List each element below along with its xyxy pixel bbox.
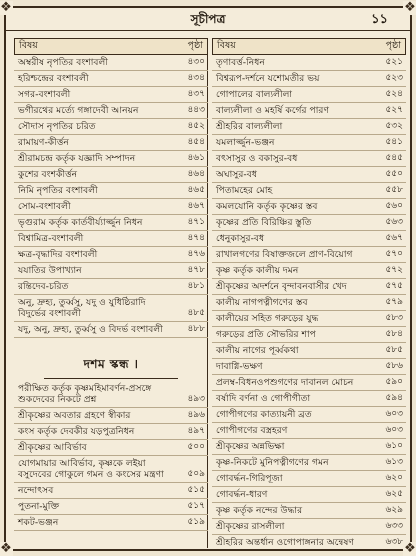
toc-entry <box>212 471 406 487</box>
entry-title: শকট-ভঞ্জন <box>18 517 59 528</box>
toc-entry <box>212 151 406 167</box>
entry-page: ৪৫৪ <box>187 137 205 147</box>
entry-title: সৌদাস নৃপতির চরিত <box>18 121 96 132</box>
toc-entry <box>212 375 406 391</box>
page-heading: পৃষ্ঠা <box>187 40 203 51</box>
entry-title: কংস কর্তৃক দেবকীর যড়পুত্রনিধন <box>18 426 135 437</box>
right-column-header <box>212 38 406 55</box>
corner-ornament-icon: ❖ <box>404 541 416 556</box>
entry-page: ৫৮৪ <box>385 329 403 339</box>
toc-entry <box>14 295 208 322</box>
entry-title: শ্রীকৃষ্ণের অন্নভিক্ষা <box>216 441 285 452</box>
section-rule <box>44 378 178 379</box>
entry-page: ৪৬৪ <box>187 169 205 179</box>
entry-page: ৫৪৫ <box>385 153 403 163</box>
entry-title: বাল্যলীলা ও মহর্ষি কর্গের পারণ <box>216 105 330 116</box>
page-title: সূচীপত্র <box>190 12 226 26</box>
right-column <box>212 38 406 548</box>
entry-page: ৫২১ <box>385 57 403 67</box>
toc-entry <box>212 199 406 215</box>
entry-title: ধেনুকাসুর-বধ <box>216 233 265 244</box>
entry-page: ৬১৩ <box>385 457 403 467</box>
entry-title: গোপীগণের বস্ত্রহরণ <box>216 425 288 436</box>
toc-entry <box>212 279 406 295</box>
entry-page: ৪৬৭ <box>187 201 205 211</box>
entry-page: ৫৯৪ <box>385 393 403 403</box>
entry-title: শ্রীকৃষ্ণের অদর্শনে বৃন্দাবনবাসীর খেদ <box>216 281 347 292</box>
corner-ornament-icon: ❖ <box>0 541 12 556</box>
toc-entry <box>212 263 406 279</box>
toc-entry <box>212 167 406 183</box>
toc-entry <box>212 455 406 471</box>
toc-entry <box>212 359 406 375</box>
entry-page: ৪৭১ <box>187 217 205 227</box>
entry-title: দাবাগ্নি-ভক্ষণ <box>216 361 263 372</box>
entry-title: কুশের বংশকীর্ত্তন <box>18 169 78 180</box>
toc-entry <box>212 295 406 311</box>
entry-page: ৫১৫ <box>187 485 205 495</box>
toc-entry <box>14 424 208 440</box>
entry-title: তৃণাবর্ত্ত-নিধন <box>216 57 265 68</box>
section-heading: দশম স্কন্ধ । <box>83 357 139 371</box>
entry-title: ভৃগুরাম কর্তৃক কার্তবীর্য্যার্জ্জুন নিধন <box>18 217 143 228</box>
toc-entry <box>212 439 406 455</box>
toc-entry <box>212 503 406 519</box>
entry-title: হরিশ্চন্দ্রের বংশাবলী <box>18 73 89 84</box>
entry-title: কৃষ্ণ কর্তৃক কালীয় দমন <box>216 265 299 276</box>
toc-entry <box>14 135 208 151</box>
toc-entry <box>14 279 208 295</box>
entry-title: গোবর্দ্ধন-ধারণ <box>216 489 268 500</box>
entry-title: বৎসাসুর ও বকাসুর-বধ <box>216 153 298 164</box>
entry-title: যদু, অনু, দ্রুহ্য, তুর্ব্বসু ও বিদর্ভ বংশাবলী <box>18 324 163 335</box>
entry-page: ৬২০ <box>385 473 403 483</box>
toc-entry <box>212 487 406 503</box>
entry-title: কালীয় নাগের পূর্ব্বকথা <box>216 345 299 356</box>
entry-page: ৫২৪ <box>385 89 403 99</box>
toc-entry <box>14 119 208 135</box>
entry-page: ৫৫০ <box>385 169 403 179</box>
entry-title: শ্রীকৃষ্ণের রাসলীলা <box>216 521 285 532</box>
page-header <box>6 8 410 31</box>
entry-page: ৫৭৫ <box>385 281 403 291</box>
entry-page: ৬২৫ <box>385 489 403 499</box>
entry-title: গোবর্দ্ধন-গিরিপূজা <box>216 473 283 484</box>
left-section-entries <box>14 381 208 531</box>
toc-entry <box>14 103 208 119</box>
page-heading: পৃষ্ঠা <box>385 40 401 51</box>
entry-title: কৃষ্ণ কর্তৃক নন্দের উদ্ধার <box>216 505 303 516</box>
entry-page: ৪৬১ <box>187 153 205 163</box>
entry-page: ৫৭২ <box>385 265 403 275</box>
corner-ornament-icon: ❖ <box>0 0 12 15</box>
toc-entry <box>212 135 406 151</box>
toc-entry <box>14 183 208 199</box>
entry-title: রন্তিদেব-চরিত <box>18 281 69 292</box>
entry-page: ৫৩২ <box>385 121 403 131</box>
entry-title: কালীয় নাগপত্নীগণের স্তব <box>216 297 308 308</box>
entry-page: ৪৩৭ <box>187 89 205 99</box>
entry-page: ৪৯৭ <box>187 426 205 436</box>
toc-entry <box>14 381 208 408</box>
toc-entry <box>14 515 208 531</box>
entry-page: ৪৭৮ <box>187 265 205 275</box>
toc-entry <box>14 167 208 183</box>
entry-title: রাখালগণের বিষাক্তজলে প্রাণ-বিয়োগ <box>216 249 353 260</box>
entry-title: কমলযোনি কর্তৃক কৃষ্ণের স্তব <box>216 201 318 212</box>
corner-ornament-icon: ❖ <box>404 0 416 15</box>
entry-page: ৪৭৬ <box>187 249 205 259</box>
toc-entry <box>14 322 208 338</box>
toc-entry <box>212 55 406 71</box>
toc-entry <box>14 151 208 167</box>
toc-entry <box>14 263 208 279</box>
entry-title: অঘাসুর-বধ <box>216 169 257 180</box>
entry-page: ৬১০ <box>385 441 403 451</box>
entry-title: শ্রীরামচন্দ্র কর্তৃক যজ্ঞাদি সম্পাদন <box>18 153 136 164</box>
entry-title: ভগীরথের মর্ত্যে গঙ্গাদেবী আনয়ন <box>18 105 139 116</box>
left-entries <box>14 55 208 338</box>
entry-page: ৫৭৯ <box>385 297 403 307</box>
entry-page: ৫৮৩ <box>385 313 403 323</box>
toc-entry <box>14 440 208 456</box>
entry-page: ৫০০ <box>187 442 205 452</box>
entry-page: ৫৭০ <box>385 249 403 259</box>
entry-title: প্রলম্ব-বিধনওপশুগণের দাবানল মোচন <box>216 377 354 388</box>
entry-page: ৪৯৩ <box>187 394 205 404</box>
toc-entry <box>14 71 208 87</box>
entry-title: কৃষ্ণের প্রতি বিরিঞ্চির স্তুতি <box>216 217 312 228</box>
entry-title: শ্রীহরির অন্তর্ধান ওগোপাঙ্গনার অন্বেষণ <box>216 537 354 548</box>
toc-entry <box>212 87 406 103</box>
toc-entry <box>212 327 406 343</box>
entry-page: ৬২৯ <box>385 505 403 515</box>
entry-title: অনু, দ্রুহ্য, তুর্ব্বসু, যদু ও যুধিষ্ঠিরাদি বিদুর্ভের বংশাবলী <box>18 297 146 319</box>
entry-page: ৫০৯ <box>187 469 205 479</box>
entry-page: ৬০৩ <box>385 425 403 435</box>
toc-entry <box>212 71 406 87</box>
entry-title: বর্ষাদি বর্ণনা ও গোপীগীতা <box>216 393 311 404</box>
entry-title: শ্রীহরির বাল্যলীলা <box>216 121 283 132</box>
entry-title: গরুড়ের প্রতি সৌভরির শাপ <box>216 329 316 340</box>
subject-heading: বিষয় <box>19 40 38 51</box>
toc-entry <box>14 231 208 247</box>
entry-title: নিমি নৃপতির বংশাবলী <box>18 185 98 196</box>
entry-title: যযাতির উপাখ্যান <box>18 265 82 276</box>
toc-entry <box>212 311 406 327</box>
entry-title: বিশ্বরূপ-দর্শনে যশোমতীর ভয় <box>216 73 320 84</box>
entry-page: ৫৯০ <box>385 377 403 387</box>
entry-page: ৫৬৭ <box>385 233 403 243</box>
toc-entry <box>212 519 406 535</box>
entry-page: ৪৫২ <box>187 121 205 131</box>
entry-page: ৬৩৩ <box>385 521 403 531</box>
entry-title: সোম-বংশাবলী <box>18 201 71 212</box>
entry-title: রামায়ণ-কীর্ত্তন <box>18 137 69 148</box>
entry-title: গোপালের বাল্যলীলা <box>216 89 293 100</box>
toc-entry <box>14 408 208 424</box>
entry-title: যোগমায়ার আবির্ভাব, কৃষ্ণকে লইয়া বসুদেবের গোকুলে গমন ও কংসের মন্ত্রণা <box>18 458 164 480</box>
entry-page: ৪৬৫ <box>187 185 205 195</box>
toc-entry <box>14 483 208 499</box>
toc-entry <box>212 183 406 199</box>
entry-page: ৪৮১ <box>187 281 205 291</box>
toc-entry <box>212 215 406 231</box>
toc-entry <box>212 119 406 135</box>
toc-entry <box>14 247 208 263</box>
left-column-header <box>14 38 208 55</box>
entry-page: ৪৭৪ <box>187 233 205 243</box>
entry-title: গোপীগণের কাত্যায়নী ব্রত <box>216 409 312 420</box>
entry-title: বিশ্বামিত্র-বংশাবলী <box>18 233 84 244</box>
entry-page: ৪৩০ <box>187 57 205 67</box>
entry-title: নন্দোৎসব <box>18 485 54 496</box>
toc-entry <box>14 87 208 103</box>
entry-page: ৫৮৬ <box>385 361 403 371</box>
entry-page: ৫৮৫ <box>385 345 403 355</box>
entry-page: ৪৪৩ <box>187 105 205 115</box>
toc-entry <box>212 391 406 407</box>
entry-title: যমলার্জ্জুন-ভঞ্জন <box>216 137 275 148</box>
entry-page: ৫২৭ <box>385 105 403 115</box>
toc-entry <box>212 343 406 359</box>
entry-page: ৫৪১ <box>385 137 403 147</box>
entry-page: ৪৩৪ <box>187 73 205 83</box>
entry-page: ৪৮৮ <box>187 324 205 334</box>
entry-title: সগর-বংশাবলী <box>18 89 71 100</box>
toc-entry <box>212 103 406 119</box>
entry-page: ৬০৩ <box>385 409 403 419</box>
toc-entry <box>212 535 406 548</box>
entry-title: শ্রীকৃষ্ণের আবির্ভাব <box>18 442 87 453</box>
entry-page: ৫৫৮ <box>385 185 403 195</box>
subject-heading: বিষয় <box>217 40 236 51</box>
entry-page: ৫১৯ <box>187 517 205 527</box>
toc-entry <box>14 215 208 231</box>
toc-entry <box>212 407 406 423</box>
right-entries <box>212 55 406 548</box>
entry-page: ৪৮৫ <box>187 308 205 318</box>
entry-title: পুতনা-মুক্তি <box>18 501 60 512</box>
toc-entry <box>14 456 208 483</box>
entry-page: ৫৬০ <box>385 201 403 211</box>
toc-entry <box>14 499 208 515</box>
page-number: ১১ <box>371 12 388 27</box>
left-column <box>14 38 208 548</box>
toc-entry <box>212 231 406 247</box>
entry-page: ৪৯৬ <box>187 410 205 420</box>
entry-page: ৫৬৩ <box>385 217 403 227</box>
toc-entry <box>212 423 406 439</box>
toc-entry <box>14 199 208 215</box>
toc-entry <box>14 55 208 71</box>
entry-title: কৃষ্ণ-নিকটে মুনিপত্নীগণের গমন <box>216 457 329 468</box>
toc-entry <box>212 247 406 263</box>
entry-title: পিতামহের মোহ <box>216 185 273 196</box>
entry-title: অম্বরীষ নৃপতির বংশাবলী <box>18 57 109 68</box>
entry-page: ৫১৭ <box>187 501 205 511</box>
entry-page: ৬৩৮ <box>385 537 403 547</box>
entry-title: কালীয়ের সহিত গরুড়ের যুদ্ধ <box>216 313 319 324</box>
entry-title: শ্রীকৃষ্ণের অবতার গ্রহণে স্বীকার <box>18 410 131 421</box>
entry-page: ৫২৩ <box>385 73 403 83</box>
entry-title: পরীক্ষিত কর্তৃক কৃষ্ণমহিমাবর্ণন-প্রসঙ্গে শুকদেবের নিকটে প্রশ্ন <box>18 383 152 405</box>
entry-title: ক্ষত্র-বৃদ্ধাদির বংশাবলী <box>18 249 98 260</box>
